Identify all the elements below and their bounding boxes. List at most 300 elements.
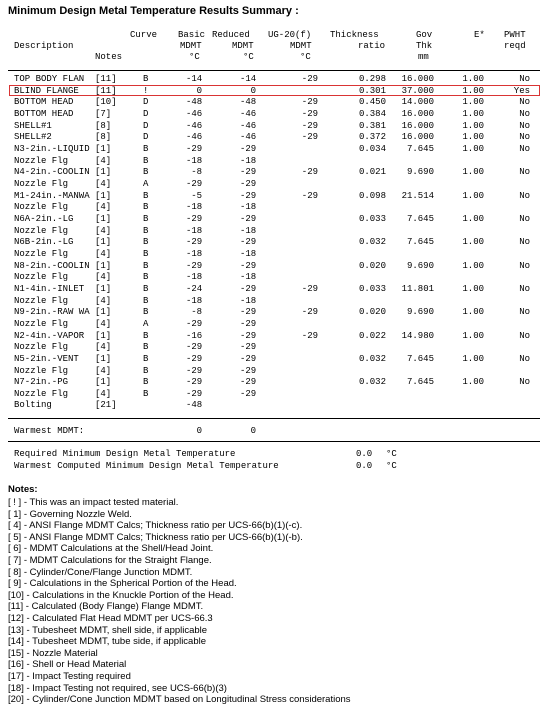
cell-reduced: -29	[240, 342, 257, 353]
note-item: [20] - Cylinder/Cone Junction MDMT based on Longitudinal Stress considerations	[8, 694, 351, 706]
cell-desc: M1-24in.-MANWA	[14, 190, 90, 201]
cell-notes: [8]	[95, 132, 112, 143]
cell-reduced: -29	[240, 178, 257, 189]
cell-desc: Nozzle Flg	[14, 248, 69, 259]
cell-curve: B	[143, 295, 149, 306]
table-row	[0, 331, 554, 342]
cell-desc: N6A-2in.-LG	[14, 213, 74, 224]
cell-curve: B	[143, 260, 149, 271]
cell-notes: [4]	[95, 202, 112, 213]
notes-heading: Notes:	[8, 484, 38, 495]
cell-curve: B	[143, 167, 149, 178]
table-row	[0, 144, 554, 155]
cell-basic: -14	[186, 74, 203, 84]
cell-desc: N5-2in.-VENT	[14, 353, 79, 364]
computed-unit: °C	[386, 461, 397, 471]
cell-reduced: -18	[240, 248, 257, 259]
cell-basic: -16	[186, 330, 203, 341]
cell-pwht: No	[519, 120, 530, 131]
warmest-label: Warmest MDMT:	[14, 426, 85, 436]
cell-gov: 16.000	[401, 108, 434, 119]
cell-desc: N9-2in.-RAW WA	[14, 307, 90, 318]
note-item: [ 6] - MDMT Calculations at the Shell/Head Joint.	[8, 543, 214, 555]
cell-desc: N7-2in.-PG	[14, 377, 69, 388]
cell-curve: B	[143, 225, 149, 236]
cell-basic: -46	[186, 120, 203, 131]
cell-desc: SHELL#1	[14, 120, 52, 131]
cell-notes: [4]	[95, 295, 112, 306]
cell-reduced: -29	[240, 283, 257, 294]
cell-curve: B	[143, 143, 149, 154]
note-item: [ 1] - Governing Nozzle Weld.	[8, 508, 132, 520]
cell-thk: 0.372	[358, 132, 386, 143]
cell-basic: -29	[186, 365, 203, 376]
cell-reduced: -29	[240, 213, 257, 224]
cell-reduced: -29	[240, 330, 257, 341]
cell-e: 1.00	[462, 237, 484, 248]
highlight-box	[9, 85, 540, 96]
cell-basic: 0	[196, 85, 202, 96]
cell-thk: 0.020	[358, 307, 386, 318]
table-header	[0, 30, 554, 64]
cell-pwht: No	[519, 353, 530, 364]
cell-thk: 0.384	[358, 108, 386, 119]
table-row	[0, 354, 554, 365]
cell-basic: -29	[186, 377, 203, 388]
cell-gov: 14.000	[401, 97, 434, 108]
cell-reduced: -46	[240, 132, 257, 143]
cell-basic: -29	[186, 237, 203, 248]
cell-basic: -18	[186, 225, 203, 236]
cell-pwht: No	[519, 97, 530, 108]
note-item: [17] - Impact Testing required	[8, 670, 131, 682]
table-row	[0, 261, 554, 272]
cell-curve: B	[143, 330, 149, 341]
header-thickness-2: ratio	[358, 41, 386, 51]
cell-curve: B	[143, 155, 149, 166]
cell-desc: Nozzle Flg	[14, 272, 69, 283]
cell-pwht: No	[519, 132, 530, 143]
notes-section	[8, 484, 351, 706]
cell-notes: [11]	[95, 85, 117, 96]
note-item: [16] - Shell or Head Material	[8, 659, 127, 671]
cell-e: 1.00	[462, 85, 484, 96]
cell-reduced: -18	[240, 272, 257, 283]
cell-e: 1.00	[462, 213, 484, 224]
table-row	[0, 342, 554, 353]
cell-desc: Nozzle Flg	[14, 318, 69, 329]
required-value: 0.0	[356, 449, 373, 459]
cell-curve: B	[143, 283, 149, 294]
cell-basic: -46	[186, 108, 203, 119]
cell-reduced: -18	[240, 295, 257, 306]
cell-reduced: -46	[240, 108, 257, 119]
table-row	[0, 389, 554, 400]
cell-e: 1.00	[462, 97, 484, 108]
cell-reduced: -29	[240, 353, 257, 364]
cell-basic: -29	[186, 213, 203, 224]
cell-reduced: -48	[240, 97, 257, 108]
cell-notes: [1]	[95, 237, 112, 248]
cell-desc: Nozzle Flg	[14, 388, 69, 399]
cell-thk: 0.032	[358, 377, 386, 388]
table-row	[0, 214, 554, 225]
cell-thk: 0.301	[358, 85, 386, 96]
cell-gov: 7.645	[406, 213, 434, 224]
cell-ug: -29	[301, 120, 318, 131]
cell-basic: -24	[186, 283, 203, 294]
cell-basic: -29	[186, 260, 203, 271]
cell-ug: -29	[301, 307, 318, 318]
cell-gov: 37.000	[401, 85, 434, 96]
header-thickness-1: Thickness	[330, 30, 379, 40]
page-title: Minimum Design Metal Temperature Results Summary :	[8, 5, 299, 17]
note-item: [10] - Calculations in the Knuckle Portion of the Head.	[8, 589, 234, 601]
cell-reduced: -29	[240, 237, 257, 248]
cell-ug: -29	[301, 108, 318, 119]
cell-gov: 16.000	[401, 132, 434, 143]
cell-notes: [1]	[95, 260, 112, 271]
cell-notes: [11]	[95, 74, 117, 84]
cell-notes: [1]	[95, 330, 112, 341]
table-row	[0, 156, 554, 167]
cell-e: 1.00	[462, 307, 484, 318]
cell-curve: B	[143, 248, 149, 259]
cell-curve: D	[143, 132, 149, 143]
cell-basic: -48	[186, 400, 203, 411]
cell-basic: -8	[191, 307, 202, 318]
cell-reduced: -29	[240, 190, 257, 201]
header-reduced-3: °C	[243, 52, 254, 62]
cell-desc: N4-2in.-COOLIN	[14, 167, 90, 178]
table-row	[0, 191, 554, 202]
table-row	[0, 400, 554, 411]
cell-notes: [4]	[95, 178, 112, 189]
header-basic-1: Basic	[178, 30, 206, 40]
cell-ug: -29	[301, 97, 318, 108]
table-row	[0, 179, 554, 190]
cell-desc: Nozzle Flg	[14, 295, 69, 306]
cell-thk: 0.034	[358, 143, 386, 154]
cell-curve: D	[143, 108, 149, 119]
cell-thk: 0.033	[358, 283, 386, 294]
header-pwht-1: PWHT	[504, 30, 526, 40]
cell-e: 1.00	[462, 377, 484, 388]
cell-thk: 0.032	[358, 237, 386, 248]
cell-reduced: -29	[240, 143, 257, 154]
warmest-basic: 0	[196, 426, 202, 436]
cell-reduced: -29	[240, 260, 257, 271]
cell-gov: 7.645	[406, 353, 434, 364]
cell-desc: BOTTOM HEAD	[14, 108, 74, 119]
cell-curve: !	[143, 85, 149, 96]
cell-pwht: No	[519, 74, 530, 84]
cell-notes: [7]	[95, 108, 112, 119]
table-row	[0, 167, 554, 178]
table-row	[0, 307, 554, 318]
cell-basic: -18	[186, 248, 203, 259]
cell-gov: 21.514	[401, 190, 434, 201]
header-reduced-2: MDMT	[232, 41, 254, 51]
cell-notes: [4]	[95, 225, 112, 236]
cell-e: 1.00	[462, 190, 484, 201]
cell-gov: 7.645	[406, 237, 434, 248]
note-item: [13] - Tubesheet MDMT, shell side, if applicable	[8, 624, 208, 636]
cell-ug: -29	[301, 132, 318, 143]
table-row	[0, 296, 554, 307]
cell-basic: -46	[186, 132, 203, 143]
header-curve: Curve	[130, 30, 158, 40]
cell-thk: 0.298	[358, 74, 386, 84]
cell-notes: [4]	[95, 155, 112, 166]
cell-curve: B	[143, 307, 149, 318]
table-row	[0, 284, 554, 295]
cell-curve: B	[143, 202, 149, 213]
cell-notes: [1]	[95, 353, 112, 364]
cell-basic: -48	[186, 97, 203, 108]
cell-pwht: No	[519, 377, 530, 388]
cell-basic: -29	[186, 342, 203, 353]
cell-e: 1.00	[462, 260, 484, 271]
required-label: Required Minimum Design Metal Temperature	[14, 449, 236, 459]
cell-pwht: No	[519, 108, 530, 119]
cell-notes: [1]	[95, 190, 112, 201]
cell-desc: BOTTOM HEAD	[14, 97, 74, 108]
cell-curve: D	[143, 97, 149, 108]
cell-basic: -18	[186, 155, 203, 166]
cell-desc: N8-2in.-COOLIN	[14, 260, 90, 271]
header-gov-1: Gov	[416, 30, 433, 40]
cell-pwht: No	[519, 237, 530, 248]
cell-desc: N3-2in.-LIQUID	[14, 143, 90, 154]
cell-basic: -29	[186, 143, 203, 154]
header-ug20-3: °C	[300, 52, 311, 62]
table-row	[0, 74, 554, 85]
warmest-reduced: 0	[250, 426, 256, 436]
cell-ug: -29	[301, 283, 318, 294]
table-row	[0, 377, 554, 388]
header-pwht-2: reqd	[504, 41, 526, 51]
table-row	[0, 121, 554, 132]
cell-pwht: Yes	[513, 85, 530, 96]
note-item: [15] - Nozzle Material	[8, 647, 98, 659]
cell-e: 1.00	[462, 120, 484, 131]
cell-notes: [1]	[95, 143, 112, 154]
cell-notes: [21]	[95, 400, 117, 411]
cell-basic: -29	[186, 318, 203, 329]
cell-e: 1.00	[462, 167, 484, 178]
cell-e: 1.00	[462, 143, 484, 154]
note-item: [ ! ] - This was an impact tested material.	[8, 497, 179, 508]
header-reduced-1: Reduced	[212, 30, 250, 40]
cell-curve: B	[143, 377, 149, 388]
note-item: [ 9] - Calculations in the Spherical Portion of the Head.	[8, 578, 237, 590]
cell-reduced: -29	[240, 377, 257, 388]
cell-desc: BLIND FLANGE	[14, 85, 79, 96]
cell-notes: [10]	[95, 97, 117, 108]
cell-basic: -18	[186, 272, 203, 283]
cell-reduced: -29	[240, 167, 257, 178]
cell-e: 1.00	[462, 330, 484, 341]
cell-gov: 7.645	[406, 377, 434, 388]
cell-curve: B	[143, 190, 149, 201]
cell-gov: 11.801	[401, 283, 434, 294]
cell-e: 1.00	[462, 132, 484, 143]
computed-value: 0.0	[356, 461, 373, 471]
cell-thk: 0.450	[358, 97, 386, 108]
cell-desc: Nozzle Flg	[14, 342, 69, 353]
cell-curve: B	[143, 213, 149, 224]
cell-curve: B	[143, 342, 149, 353]
header-divider	[8, 70, 540, 71]
header-notes: Notes	[95, 52, 123, 62]
cell-ug: -29	[301, 190, 318, 201]
cell-notes: [1]	[95, 307, 112, 318]
cell-basic: -29	[186, 353, 203, 364]
cell-gov: 7.645	[406, 143, 434, 154]
cell-desc: Nozzle Flg	[14, 225, 69, 236]
table-row	[0, 132, 554, 143]
table-row	[0, 202, 554, 213]
cell-thk: 0.033	[358, 213, 386, 224]
cell-curve: D	[143, 120, 149, 131]
header-estar: E*	[474, 30, 485, 40]
header-ug20-2: MDMT	[290, 41, 312, 51]
cell-basic: -29	[186, 388, 203, 399]
cell-notes: [8]	[95, 120, 112, 131]
cell-desc: Nozzle Flg	[14, 202, 69, 213]
cell-pwht: No	[519, 283, 530, 294]
cell-thk: 0.020	[358, 260, 386, 271]
cell-reduced: -14	[240, 74, 257, 84]
table-row	[0, 366, 554, 377]
cell-basic: -18	[186, 295, 203, 306]
cell-desc: SHELL#2	[14, 132, 52, 143]
cell-pwht: No	[519, 260, 530, 271]
cell-desc: Nozzle Flg	[14, 155, 69, 166]
computed-label: Warmest Computed Minimum Design Metal Temperature	[14, 461, 279, 471]
cell-notes: [4]	[95, 272, 112, 283]
cell-desc: Nozzle Flg	[14, 365, 69, 376]
cell-pwht: No	[519, 307, 530, 318]
cell-desc: Nozzle Flg	[14, 178, 69, 189]
cell-reduced: 0	[250, 85, 256, 96]
table-divider	[8, 418, 540, 419]
notes-list	[8, 497, 351, 706]
cell-curve: B	[143, 388, 149, 399]
table-row	[0, 319, 554, 330]
cell-pwht: No	[519, 167, 530, 178]
cell-gov: 9.690	[406, 167, 434, 178]
cell-notes: [1]	[95, 283, 112, 294]
table-row	[0, 226, 554, 237]
cell-reduced: -18	[240, 225, 257, 236]
cell-reduced: -29	[240, 365, 257, 376]
cell-thk: 0.021	[358, 167, 386, 178]
cell-pwht: No	[519, 190, 530, 201]
cell-ug: -29	[301, 167, 318, 178]
required-unit: °C	[386, 449, 397, 459]
note-item: [14] - Tubesheet MDMT, tube side, if applicable	[8, 636, 207, 648]
cell-reduced: -18	[240, 202, 257, 213]
cell-e: 1.00	[462, 283, 484, 294]
table-row	[0, 109, 554, 120]
cell-thk: 0.098	[358, 190, 386, 201]
cell-basic: -29	[186, 178, 203, 189]
cell-desc: Bolting	[14, 400, 52, 411]
cell-curve: B	[143, 74, 149, 84]
table-row	[0, 237, 554, 248]
cell-notes: [4]	[95, 388, 112, 399]
cell-notes: [1]	[95, 167, 112, 178]
header-gov-2: Thk	[416, 41, 433, 51]
cell-gov: 16.000	[401, 74, 434, 84]
summary-divider	[8, 441, 540, 442]
cell-notes: [4]	[95, 318, 112, 329]
note-item: [ 4] - ANSI Flange MDMT Calcs; Thickness ratio per UCS-66(b)(1)(-c).	[8, 520, 303, 532]
header-gov-3: mm	[418, 52, 429, 62]
cell-basic: -8	[191, 167, 202, 178]
cell-notes: [1]	[95, 213, 112, 224]
cell-reduced: -46	[240, 120, 257, 131]
cell-curve: B	[143, 237, 149, 248]
cell-pwht: No	[519, 213, 530, 224]
cell-notes: [4]	[95, 365, 112, 376]
cell-notes: [1]	[95, 377, 112, 388]
cell-gov: 14.980	[401, 330, 434, 341]
cell-curve: A	[143, 178, 149, 189]
cell-e: 1.00	[462, 353, 484, 364]
cell-reduced: -29	[240, 318, 257, 329]
cell-thk: 0.381	[358, 120, 386, 131]
cell-pwht: No	[519, 330, 530, 341]
cell-basic: -5	[191, 190, 202, 201]
table-row	[0, 272, 554, 283]
cell-desc: N6B-2in.-LG	[14, 237, 74, 248]
cell-e: 1.00	[462, 108, 484, 119]
cell-pwht: No	[519, 143, 530, 154]
note-item: [12] - Calculated Flat Head MDMT per UCS-66.3	[8, 612, 213, 624]
cell-basic: -18	[186, 202, 203, 213]
cell-ug: -29	[301, 330, 318, 341]
cell-notes: [4]	[95, 342, 112, 353]
cell-curve: B	[143, 365, 149, 376]
cell-desc: N2-4in.-VAPOR	[14, 330, 85, 341]
note-item: [ 5] - ANSI Flange MDMT Calcs; Thickness ratio per UCS-66(b)(1)(-b).	[8, 531, 303, 543]
note-item: [ 8] - Cylinder/Cone/Flange Junction MDMT.	[8, 566, 193, 578]
cell-gov: 16.000	[401, 120, 434, 131]
cell-notes: [4]	[95, 248, 112, 259]
note-item: [11] - Calculated (Body Flange) Flange MDMT.	[8, 601, 204, 613]
table-row	[0, 97, 554, 108]
cell-curve: A	[143, 318, 149, 329]
cell-e: 1.00	[462, 74, 484, 84]
cell-reduced: -29	[240, 388, 257, 399]
cell-reduced: -18	[240, 155, 257, 166]
cell-curve: B	[143, 272, 149, 283]
header-ug20-1: UG-20(f)	[268, 30, 312, 40]
header-description: Description	[14, 41, 74, 51]
header-basic-2: MDMT	[180, 41, 202, 51]
cell-thk: 0.032	[358, 353, 386, 364]
cell-desc: N1-4in.-INLET	[14, 283, 85, 294]
note-item: [ 7] - MDMT Calculations for the Straight Flange.	[8, 554, 212, 566]
note-item: [18] - Impact Testing not required, see UCS-66(b)(3)	[8, 682, 227, 694]
header-basic-3: °C	[189, 52, 200, 62]
cell-curve: B	[143, 353, 149, 364]
cell-desc: TOP BODY FLAN	[14, 74, 85, 84]
cell-thk: 0.022	[358, 330, 386, 341]
